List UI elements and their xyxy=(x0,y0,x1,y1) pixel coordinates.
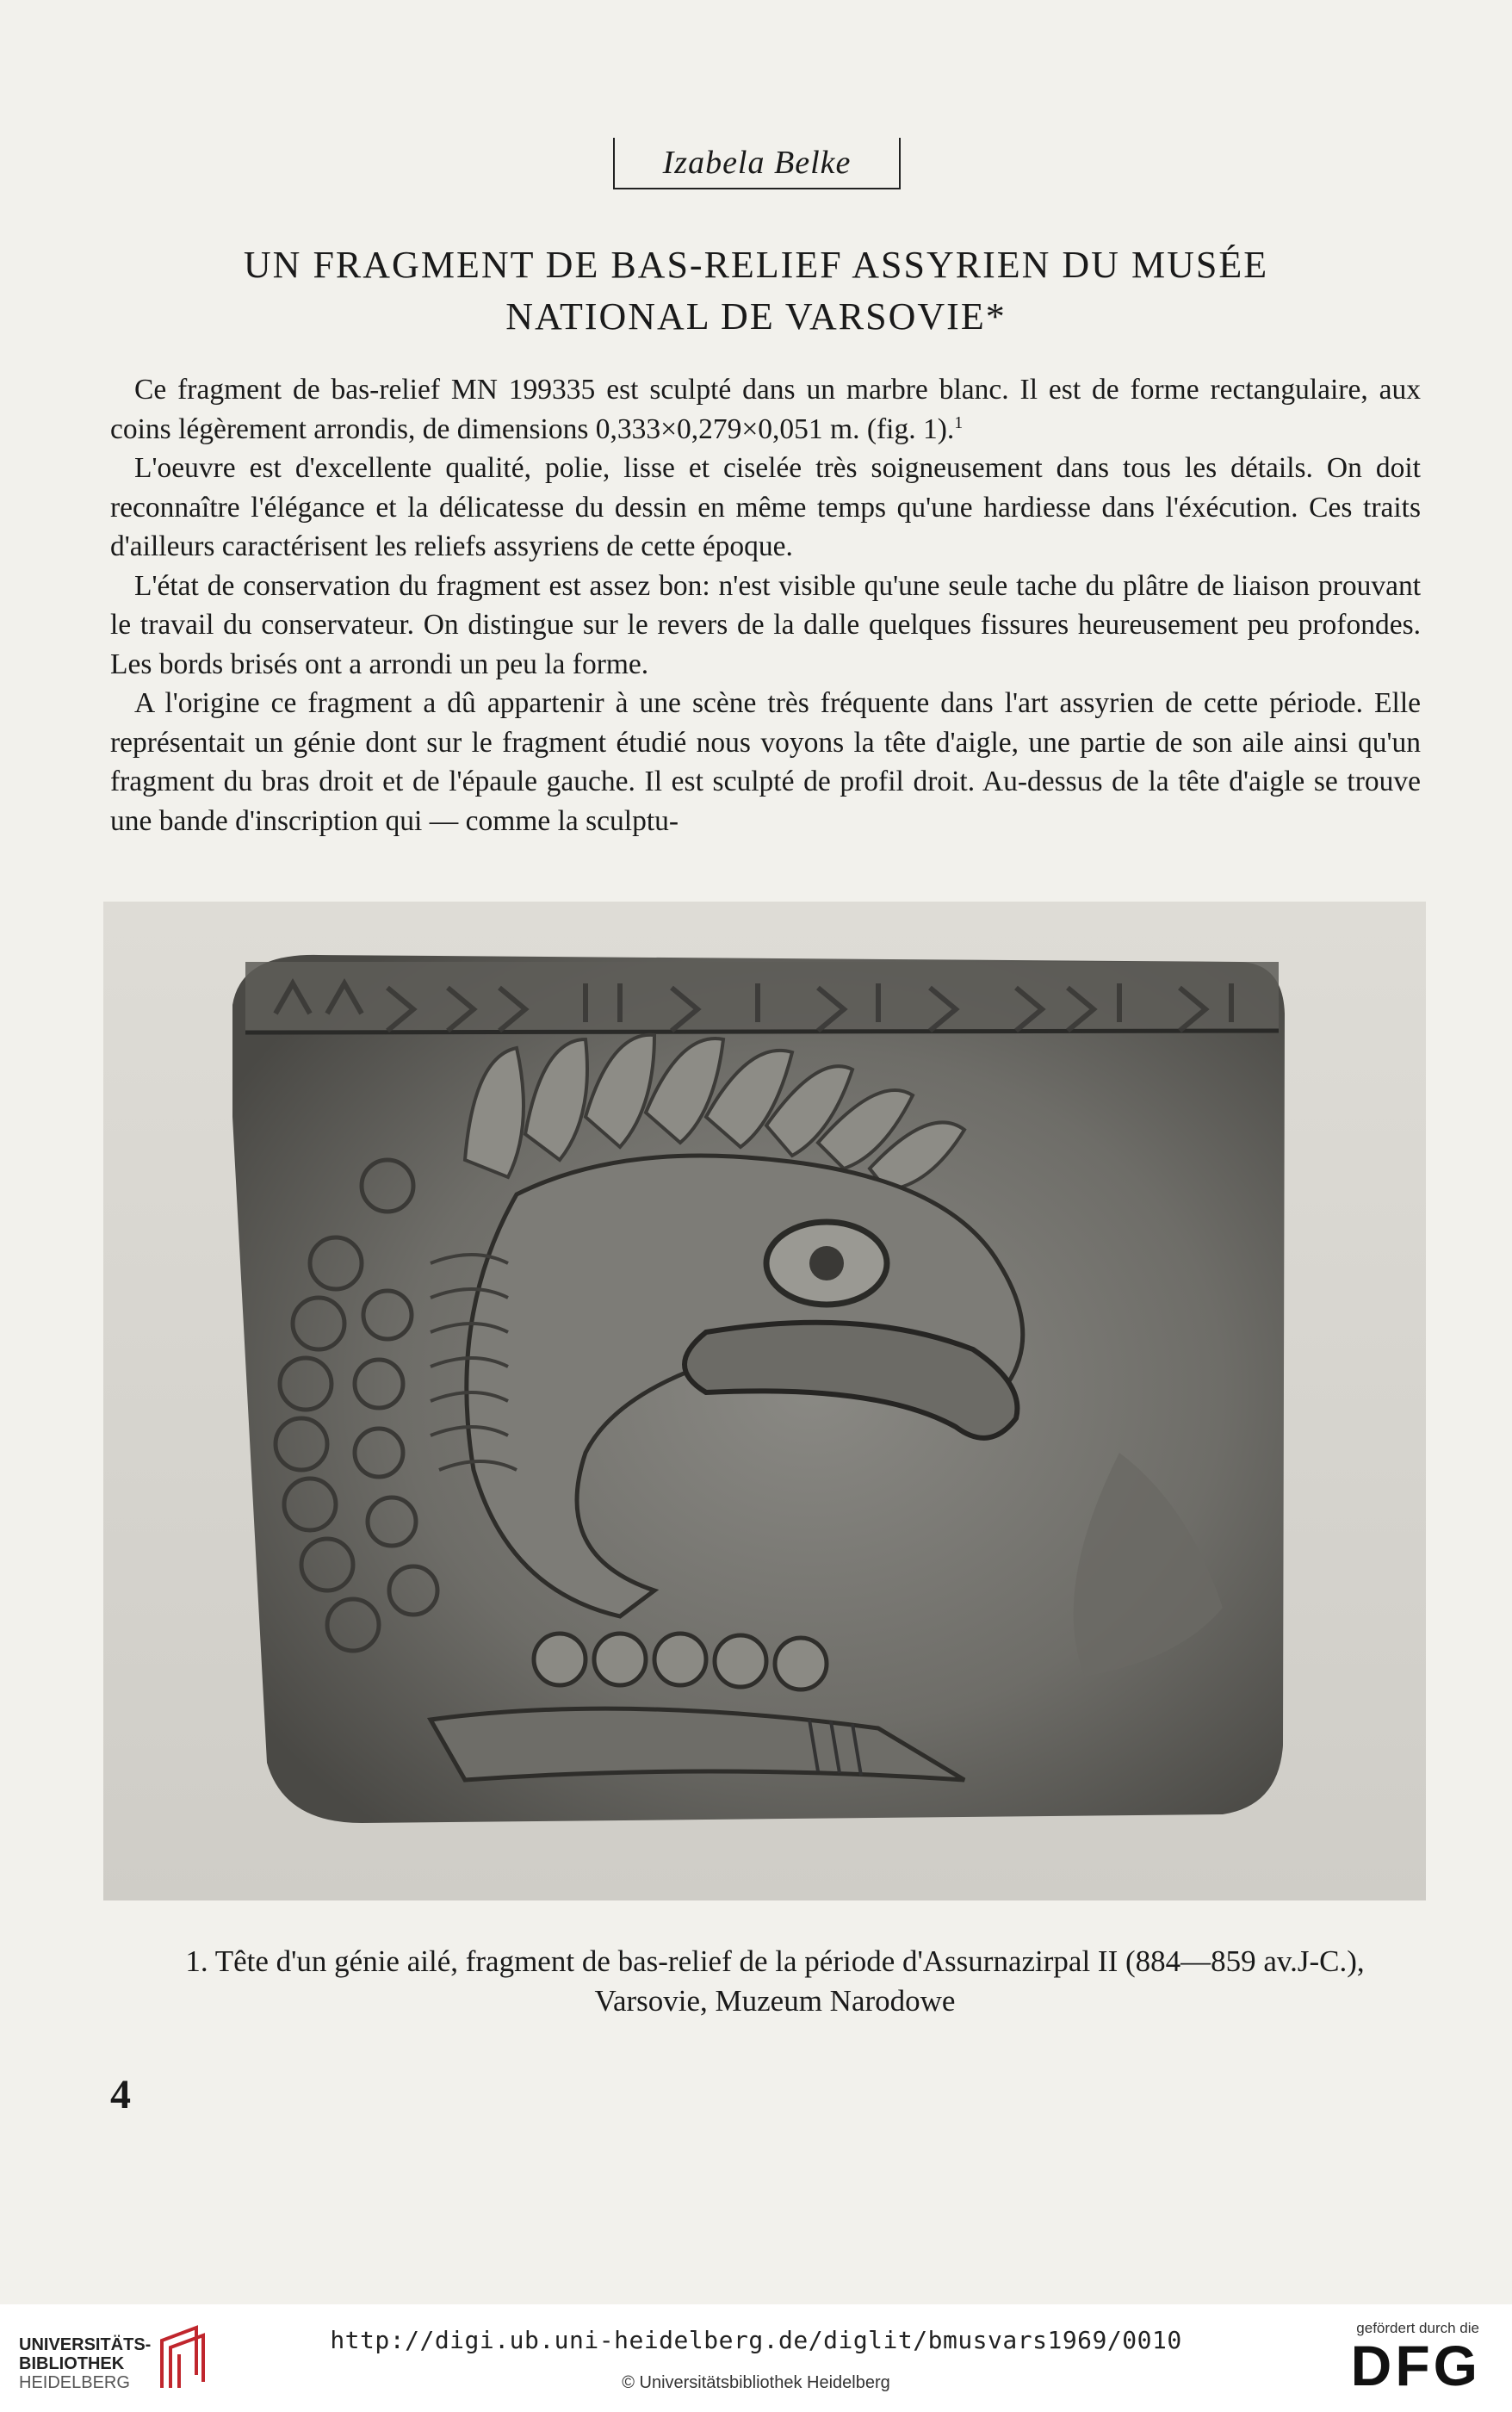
funder-label: gefördert durch die xyxy=(1356,2320,1479,2336)
footer-url-link[interactable]: http://digi.ub.uni-heidelberg.de/diglit/bmusvars1969/0010 xyxy=(330,2326,1182,2354)
page-number: 4 xyxy=(110,2072,131,2117)
library-line-1: UNIVERSITÄTS- xyxy=(19,2335,152,2354)
footer-copyright: © Universitätsbibliothek Heidelberg xyxy=(622,2373,890,2392)
article-title xyxy=(129,239,1383,343)
bas-relief-image xyxy=(103,902,1426,1900)
body-text xyxy=(110,370,1421,840)
dfg-logo: DFG xyxy=(1350,2334,1481,2397)
footnote-ref: 1 xyxy=(954,412,964,432)
library-line-2: BIBLIOTHEK xyxy=(19,2354,125,2373)
caption-line-2: Varsovie, Muzeum Narodowe xyxy=(594,1984,956,2018)
figure-bas-relief-photo xyxy=(103,902,1426,1900)
caption-line-1: 1. Tête d'un génie ailé, fragment de bas-relief de la période d'Assurnazirpal II (884—859 av.J-C.), xyxy=(185,1944,1365,1978)
title-line-1: UN FRAGMENT DE BAS-RELIEF ASSYRIEN DU MUSÉE xyxy=(243,244,1269,286)
paragraph-2: L'oeuvre est d'excellente qualité, polie, lisse et ciselée très soigneusement dans tous les détails. On doit reconnaître l'élégance et la délicatesse du dessin en même temps qu'une hardiesse dans l'éxécution. Ces traits d'ailleurs caractérisent les reliefs assyriens de cette époque. xyxy=(110,452,1421,562)
title-line-2: NATIONAL DE VARSOVIE* xyxy=(505,295,1007,338)
paragraph-3: L'état de conservation du fragment est assez bon: n'est visible qu'une seule tache du plâtre de liaison prouvant le travail du conservateur. On distingue sur le revers de la dalle quelques fissures heureusement peu profondes. Les bords brisés ont a arrondi un peu la forme. xyxy=(110,569,1421,680)
library-line-3: HEIDELBERG xyxy=(19,2373,130,2392)
paragraph-1-text: Ce fragment de bas-relief MN 199335 est sculpté dans un marbre blanc. Il est de forme rectangulaire, aux coins légèrement arrondis, de dimensions 0,333×0,279×0,051 m. (fig. 1). xyxy=(110,374,1421,445)
figure-caption xyxy=(86,1942,1464,2021)
author-name: Izabela Belke xyxy=(662,145,852,181)
author-box xyxy=(613,138,901,189)
footer xyxy=(0,2304,1512,2412)
paragraph-4: A l'origine ce fragment a dû appartenir à une scène très fréquente dans l'art assyrien de cette période. Elle représentait un génie dont sur le fragment étudié nous voyons la tête d'aigle, une partie de son aile ainsi qu'un fragment du bras droit et de l'épaule gauche. Il est sculpté de profil droit. Au-dessus de la tête d'aigle se trouve une bande d'inscription qui — comme la sculptu- xyxy=(110,687,1421,837)
paragraph-1 xyxy=(110,370,1421,449)
